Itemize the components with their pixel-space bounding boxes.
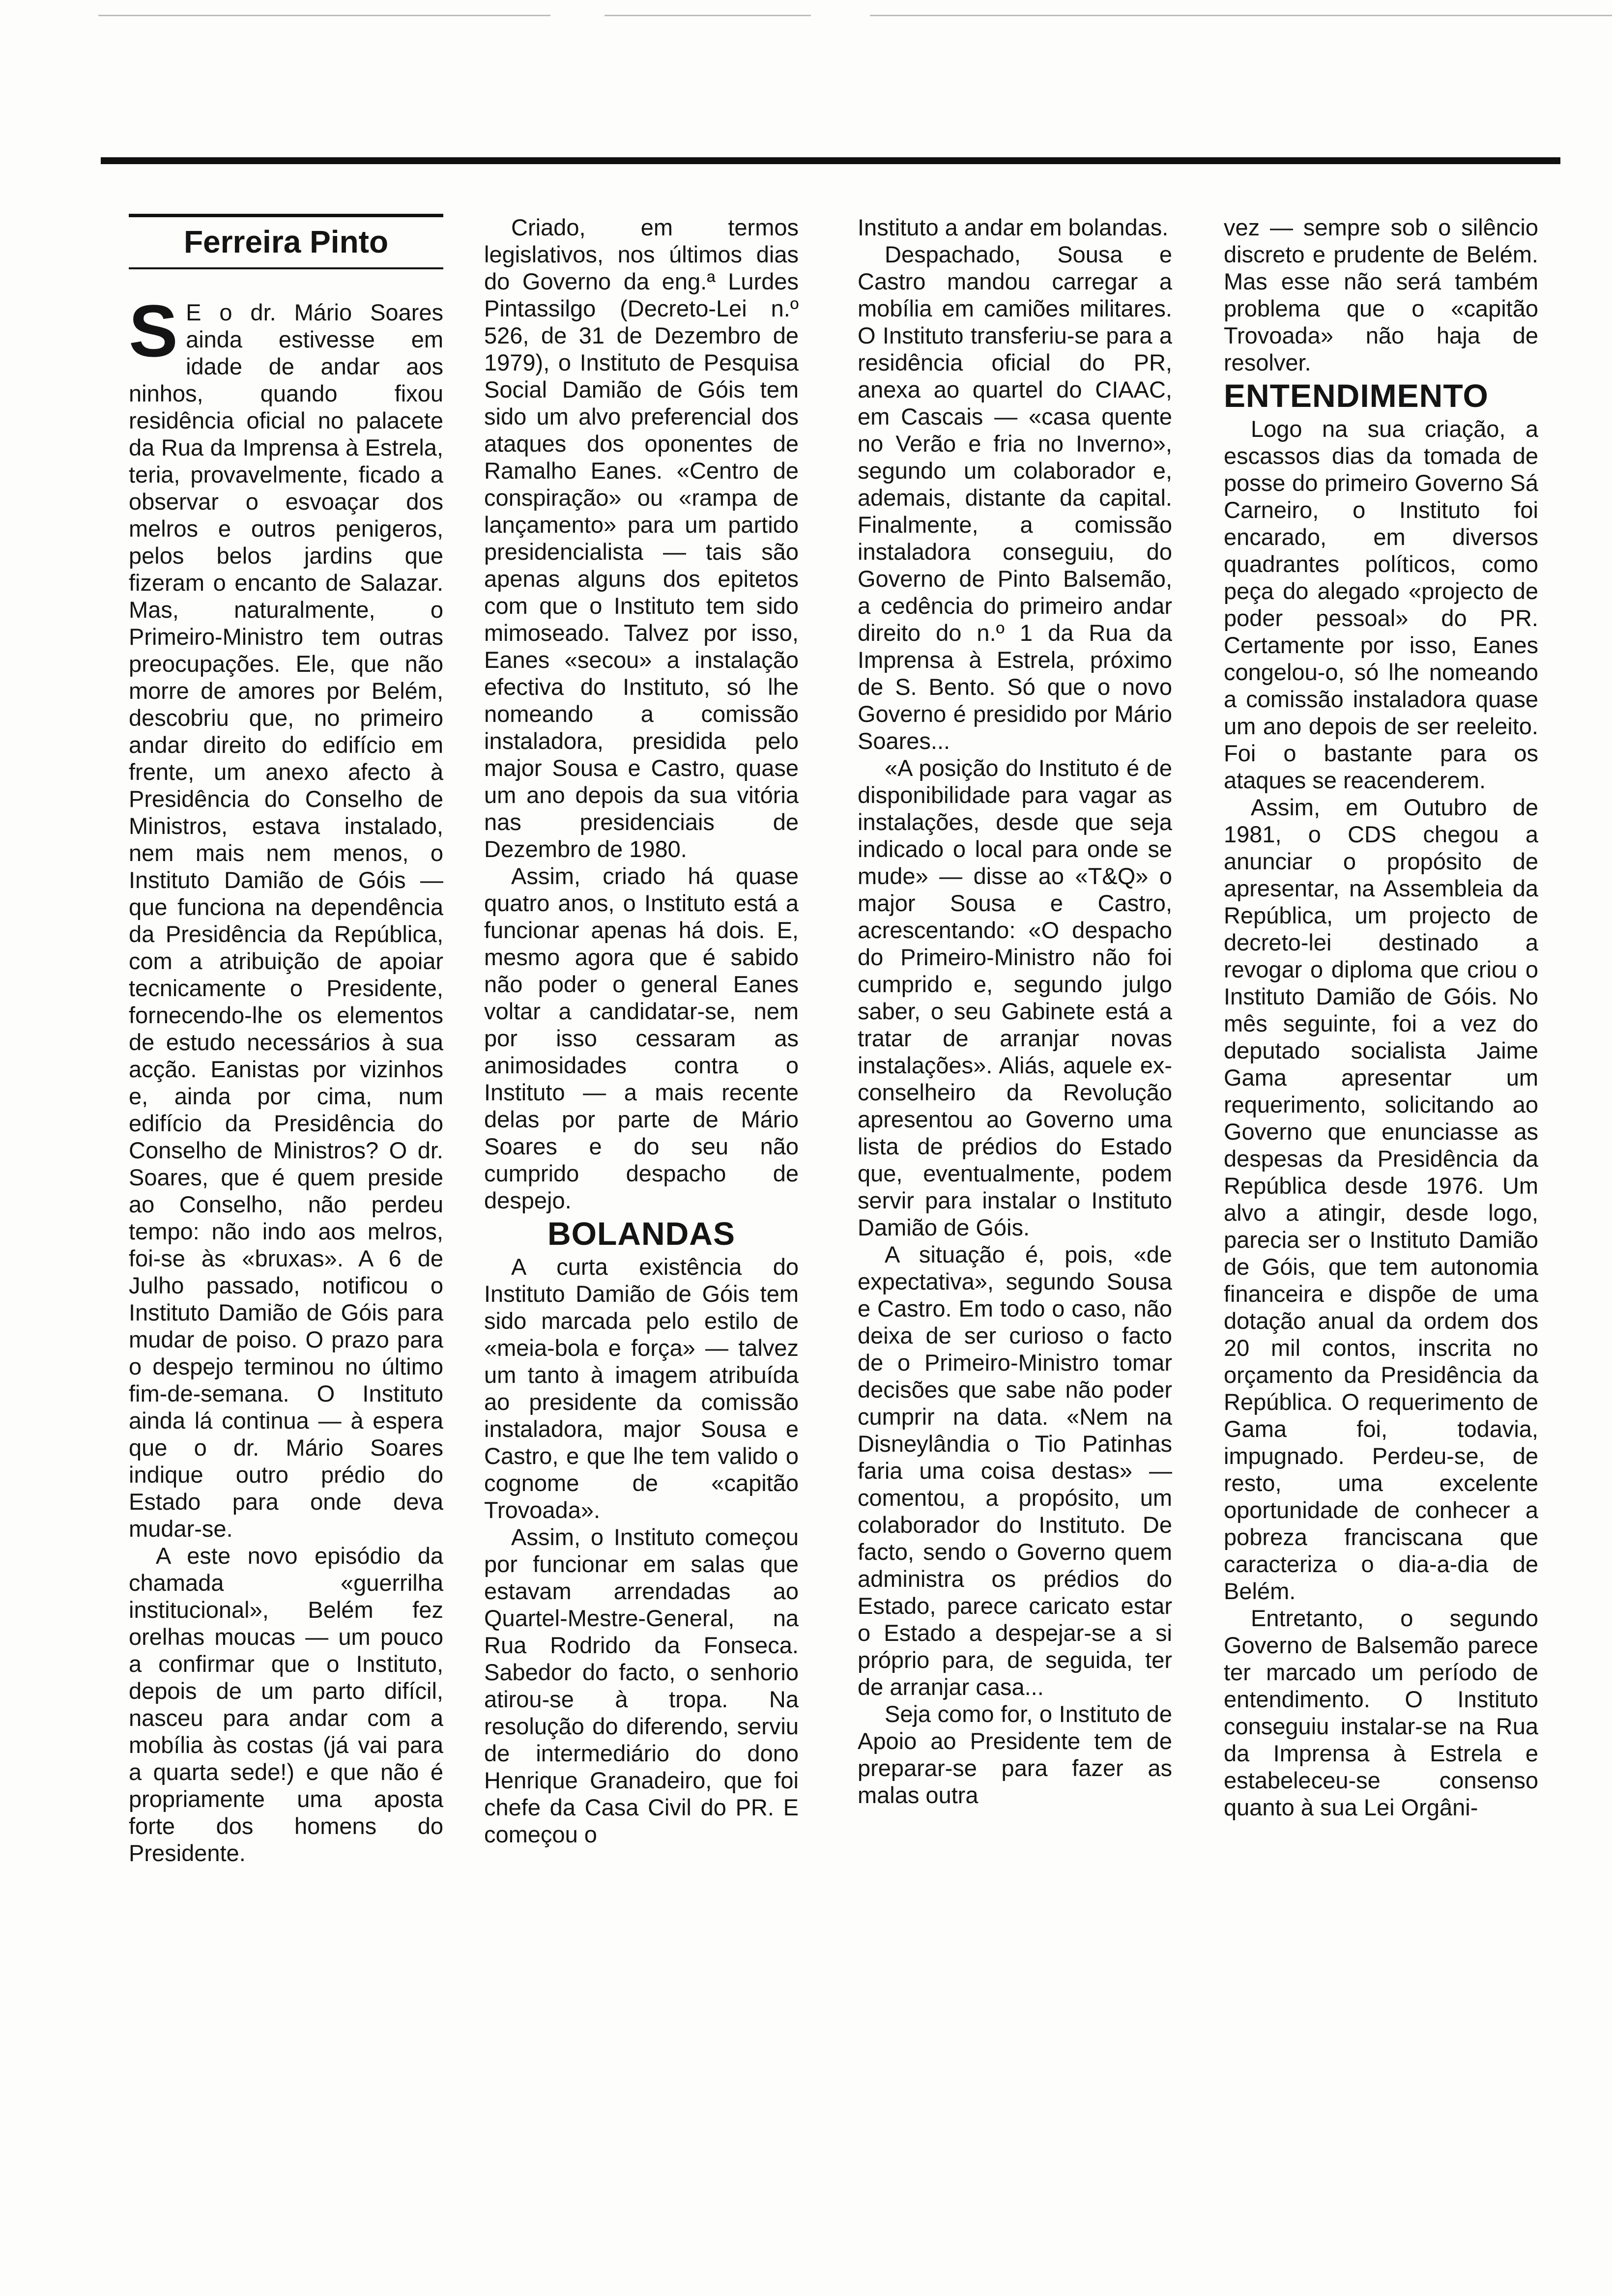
paragraph: Logo na sua criação, a escassos dias da tomada de posse do primeiro Governo Sá Carneiro, o Instituto foi encarado, em diversos quadrantes políticos, como peça do alegado «projecto de poder pessoal» do PR. Certamente por isso, Eanes congelou-o, só lhe nomeando a comissão instaladora quase um ano depois de ser reeleito. Foi o bastante para os ataques se reacenderem. [1224,416,1538,793]
paragraph: Seja como for, o Instituto de Apoio ao Presidente tem de preparar-se para fazer as malas outra [858,1701,1172,1808]
top-rule-middle [604,15,811,16]
paragraph: A curta existência do Instituto Damião de Góis tem sido marcada pelo estilo de «meia-bola e força» — talvez um tanto à imagem atribuída ao presidente da comissão instaladora, major Sousa e Castro, e que lhe tem valido o cognome de «capitão Trovoada». [484,1254,799,1523]
lead-paragraph [129,289,443,1542]
column-4 [1224,214,1538,2234]
paragraph: A situação é, pois, «de expectativa», segundo Sousa e Castro. Em todo o caso, não deixa de ser curioso o facto de o Primeiro-Ministro tomar decisões que sabe não poder cumprir na data. «Nem na Disneylândia o Tio Patinhas faria uma coisa destas» — comentou, a propósito, um colaborador do Instituto. De facto, sendo o Governo quem administra os prédios do Estado, parece caricato estar o Estado a despejar-se a si próprio para, de seguida, ter de arranjar casa... [858,1241,1172,1700]
drop-cap: S [129,289,178,372]
paragraph-continued: Instituto a andar em bolandas. [858,214,1169,240]
top-rule-right [870,15,1612,16]
byline: Ferreira Pinto [183,224,389,259]
column-1 [129,214,443,2234]
paragraph: Assim, criado há quase quatro anos, o Instituto está a funcionar apenas há dois. E, mesmo agora que é sabido não poder o general Eanes voltar a candidatar-se, nem por isso cessaram as animosidades contra o Instituto — a mais recente delas por parte de Mário Soares e do seu não cumprido despacho de despejo. [484,863,799,1213]
byline-box [129,214,443,269]
top-rule-left [98,15,550,16]
paragraph: Assim, o Instituto começou por funcionar em salas que estavam arrendadas ao Quartel-Mestre-General, na Rua Rodrido da Fonseca. Sabedor do facto, o senhorio atirou-se à tropa. Na resolução do diferendo, serviu de intermediário do dono Henrique Granadeiro, que foi chefe da Casa Civil do PR. E começou o [484,1524,799,1847]
paragraph: Criado, em termos legislativos, nos últimos dias do Governo da eng.ª Lurdes Pintassilgo (Decreto-Lei n.º 526, de 31 de Dezembro de 1979), o Instituto de Pesquisa Social Damião de Góis tem sido um alvo preferencial dos ataques dos oponentes de Ramalho Eanes. «Centro de conspiração» ou «rampa de lançamento» para um partido presidencialista — tais são apenas alguns dos epitetos com que o Instituto tem sido mimoseado. Talvez por isso, Eanes «secou» a instalação efectiva do Instituto, só lhe nomeando a comissão instaladora, presidida pelo major Sousa e Castro, quase um ano depois da sua vitória nas presidenciais de Dezembro de 1980. [484,214,799,862]
paragraph: Assim, em Outubro de 1981, o CDS chegou a anunciar o propósito de apresentar, na Assembleia da República, um projecto de decreto-lei destinado a revogar o diploma que criou o Instituto Damião de Góis. No mês seguinte, foi a vez do deputado socialista Jaime Gama apresentar um requerimento, solicitando ao Governo que enunciasse as despesas da Presidência da República desde 1976. Um alvo a atingir, desde logo, parecia ser o Instituto Damião de Góis, que tem autonomia financeira e dispõe de uma dotação anual da ordem dos 20 mil contos, inscrita no orçamento da Presidência da República. O requerimento de Gama foi, todavia, impugnado. Perdeu-se, de resto, uma excelente oportunidade de conhecer a pobreza franciscana que caracteriza o dia-a-dia de Belém. [1224,794,1538,1604]
paragraph: Despachado, Sousa e Castro mandou carregar a mobília em camiões militares. O Instituto transferiu-se para a residência oficial do PR, anexa ao quartel do CIAAC, em Cascais — «casa quente no Verão e fria no Inverno», segundo um colaborador e, ademais, distante da capital. Finalmente, a comissão instaladora conseguiu, do Governo de Pinto Balsemão, a cedência do primeiro andar direito do n.º 1 da Rua da Imprensa à Estrela, próximo de S. Bento. Só que o novo Governo é presidido por Mário Soares... [858,241,1172,754]
column-2 [484,214,799,2234]
column-3 [858,214,1172,2234]
paragraph: A este novo episódio da chamada «guerrilha institucional», Belém fez orelhas moucas — um pouco a confirmar que o Instituto, depois de um parto difícil, nasceu para andar com a mobília às costas (já vai para a quarta sede!) e que não é propriamente uma aposta forte dos homens do Presidente. [129,1543,443,1866]
paragraph: «A posição do Instituto é de disponibilidade para vagar as instalações, desde que seja indicado o local para onde se mude» — disse ao «T&Q» o major Sousa e Castro, acrescentando: «O despacho do Primeiro-Ministro não foi cumprido e, segundo julgo saber, o seu Gabinete está a tratar de arranjar novas instalações». Aliás, aquele ex-conselheiro da Revolução apresentou ao Governo uma lista de prédios do Estado que, eventualmente, podem servir para instalar o Instituto Damião de Góis. [858,755,1172,1240]
paragraph: Entretanto, o segundo Governo de Balsemão parece ter marcado um período de entendimento. O Instituto conseguiu instalar-se na Rua da Imprensa à Estrela e estabeleceu-se consenso quanto à sua Lei Orgâni- [1224,1605,1538,1820]
lead-text: E o dr. Mário Soares ainda estivesse em idade de andar aos ninhos, quando fixou residência oficial no palacete da Rua da Imprensa à Estrela, teria, provavelmente, ficado a observar o esvoaçar dos melros e outros penigeros, pelos belos jardins que fizeram o encanto de Salazar. Mas, naturalmente, o Primeiro-Ministro tem outras preocupações. Ele, que não morre de amores por Belém, descobriu que, no primeiro andar direito do edifício em frente, um anexo afecto à Presidência do Conselho de Ministros, estava instalado, nem mais nem menos, o Instituto Damião de Góis — que funciona na dependência da Presidência da República, com a atribuição de apoiar tecnicamente o Presidente, fornecendo-lhe os elementos de estudo necessários à sua acção. Eanistas por vizinhos e, ainda por cima, num edifício da Presidência do Conselho de Ministros? O dr. Soares, que é quem preside ao Conselho, não perdeu tempo: não indo aos melros, foi-se às «bruxas». A 6 de Julho passado, notificou o Instituto Damião de Góis para mudar de poiso. O prazo para o despejo terminou no último fim-de-semana. O Instituto ainda lá continua — à espera que o dr. Mário Soares indique outro prédio do Estado para onde deva mudar-se. [129,299,443,1542]
subheading-bolandas: BOLANDAS [547,1215,735,1252]
paragraph-continued: vez — sempre sob o silêncio discreto e prudente de Belém. Mas esse não será também problema que o «capitão Trovoada» não haja de resolver. [1224,214,1538,375]
subheading-entendimento: ENTENDIMENTO [1224,377,1489,414]
header-rule [101,157,1560,164]
